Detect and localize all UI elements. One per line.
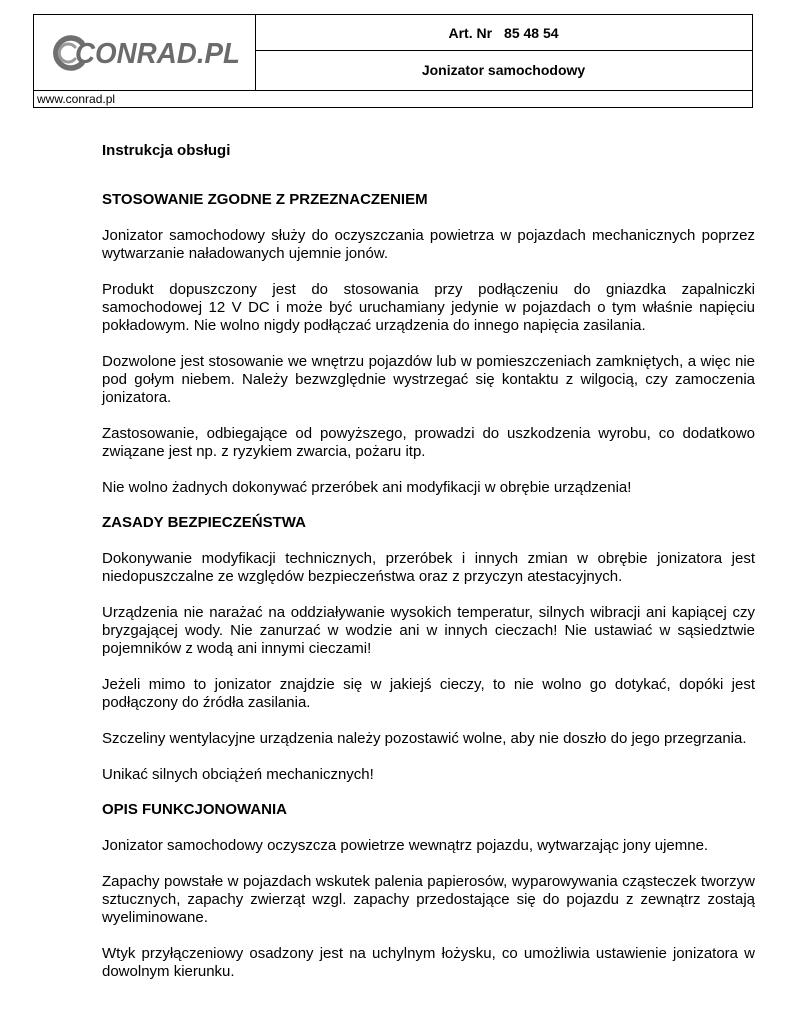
document-body <box>102 142 755 981</box>
paragraph: Produkt dopuszczony jest do stosowania przy podłączeniu do gniazdka zapalniczki samochodowej 12 V DC i może być uruchamiany jedynie w pojazdach o tym właśnie napięciu pokładowym. Nie wolno nigdy podłączać urządzenia do innego napięcia zasilania. <box>102 281 755 334</box>
section-heading: STOSOWANIE ZGODNE Z PRZEZNACZENIEM <box>102 191 428 208</box>
paragraph: Zapachy powstałe w pojazdach wskutek palenia papierosów, wyparowywania cząsteczek tworzyw sztucznych, zapachy zwierząt wzgl. zapachy przedostające się do pojazdu z zewnątrz zostają wyeliminowane. <box>102 873 755 926</box>
paragraph: Dozwolone jest stosowanie we wnętrzu pojazdów lub w pomieszczeniach zamkniętych, a więc nie pod gołym niebem. Należy bezwzględnie wystrzegać się kontaktu z wilgocią, czy zamoczenia jonizatora. <box>102 353 755 406</box>
conrad-logo <box>48 32 244 74</box>
article-number-cell <box>255 15 752 51</box>
logo-cell <box>34 15 256 90</box>
paragraph: Dokonywanie modyfikacji technicznych, przeróbek i innych zmian w obrębie jonizatora jest niedopuszczalne ze względów bezpieczeństwa oraz z przyczyn atestacyjnych. <box>102 550 755 585</box>
section-heading: OPIS FUNKCJONOWANIA <box>102 801 288 818</box>
paragraph: Jonizator samochodowy służy do oczyszczania powietrza w pojazdach mechanicznych poprzez wytwarzanie naładowanych ujemnie jonów. <box>102 227 755 262</box>
logo-text: CONRAD.PL <box>75 38 240 70</box>
paragraph: Nie wolno żadnych dokonywać przeróbek ani modyfikacji w obrębie urządzenia! <box>102 479 632 496</box>
paragraph: Szczeliny wentylacyjne urządzenia należy pozostawić wolne, aby nie doszło do jego przegrzania. <box>102 730 747 747</box>
document-header <box>33 14 753 91</box>
paragraph: Jeżeli mimo to jonizator znajdzie się w jakiejś cieczy, to nie wolno go dotykać, dopóki jest podłączony do źródła zasilania. <box>102 676 755 711</box>
paragraph: Wtyk przyłączeniowy osadzony jest na uchylnym łożysku, co umożliwia ustawienie jonizatora w dowolnym kierunku. <box>102 945 755 980</box>
document-title: Instrukcja obsługi <box>102 142 231 159</box>
product-name-cell <box>255 50 752 90</box>
website-url: www.conrad.pl <box>33 91 753 108</box>
art-label: Art. Nr <box>448 24 493 41</box>
paragraph: Zastosowanie, odbiegające od powyższego, prowadzi do uszkodzenia wyrobu, co dodatkowo związane jest np. z ryzykiem zwarcia, pożaru itp. <box>102 425 755 460</box>
paragraph: Urządzenia nie narażać na oddziaływanie wysokich temperatur, silnych wibracji ani kapiącej czy bryzgającej wody. Nie zanurzać w wodzie ani w innych cieczach! Nie ustawiać w sąsiedztwie pojemników z wodą ani innymi cieczami! <box>102 604 755 657</box>
paragraph: Jonizator samochodowy oczyszcza powietrze wewnątrz pojazdu, wytwarzając jony ujemne. <box>102 837 709 854</box>
paragraph: Unikać silnych obciążeń mechanicznych! <box>102 766 374 783</box>
product-name: Jonizator samochodowy <box>421 62 586 78</box>
art-number: 85 48 54 <box>504 24 559 41</box>
section-heading: ZASADY BEZPIECZEŃSTWA <box>102 514 306 531</box>
